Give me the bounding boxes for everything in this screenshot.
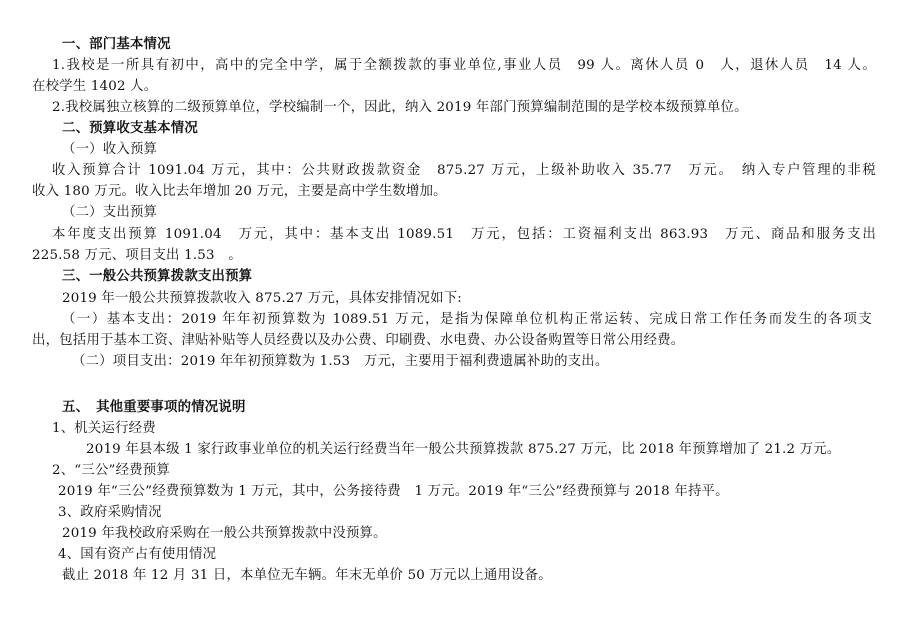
section-1-heading: 一、部门基本情况 [62,37,171,52]
item-3-heading: 3、政府采购情况 [58,505,162,520]
basic-expense-line-1: （一）基本支出：2019 年年初预算数为 1089.51 万元，是指为保障单位机构正常运转、完成日常工作任务而发生的各项支 [62,312,872,327]
section-1-paragraph-1-line-2: 在校学生 1402 人。 [32,79,158,94]
project-expense: （二）项目支出：2019 年年初预算数为 1.53 万元，主要用于福利费遗属补助的支出。 [72,354,609,369]
section-2-heading: 二、预算收支基本情况 [62,121,198,136]
section-5-heading: 五、 其他重要事项的情况说明 [62,400,246,415]
basic-expense-line-2: 出，包括用于基本工资、津贴补贴等人员经费以及办公费、印刷费、水电费、办公设备购置等日常公用经费。 [32,333,685,348]
expense-text-line-2: 225.58 万元、项目支出 1.53 。 [32,248,242,263]
income-text-line-1: 收入预算合计 1091.04 万元，其中：公共财政拨款资金 875.27 万元，上级补助收入 35.77 万元。 纳入专户管理的非税 [52,163,876,178]
item-1-heading: 1、机关运行经费 [52,421,156,436]
item-2-heading: 2、“三公”经费预算 [52,463,170,478]
income-heading: （一）收入预算 [62,142,158,157]
expense-text-line-1: 本年度支出预算 1091.04 万元，其中：基本支出 1089.51 万元，包括：工资福利支出 863.93 万元、商品和服务支出 [52,227,876,242]
section-3-heading: 三、一般公共预算拨款支出预算 [62,269,253,284]
section-3-intro: 2019 年一般公共预算拨款收入 875.27 万元，具体安排情况如下: [62,291,463,306]
item-4-text: 截止 2018 年 12 月 31 日，本单位无车辆。年末无单价 50 万元以上通用设备。 [62,568,552,583]
section-1-paragraph-2: 2.我校属独立核算的二级预算单位，学校编制一个，因此，纳入 2019 年部门预算编制范围的是学校本级预算单位。 [52,100,748,115]
section-1-paragraph-1-line-1: 1.我校是一所具有初中，高中的完全中学，属于全额拨款的事业单位,事业人员 99 人。离休人员 0 人，退休人员 14 人。 [52,58,876,73]
item-3-text: 2019 年我校政府采购在一般公共预算拨款中没预算。 [62,526,387,541]
item-2-text: 2019 年“三公”经费预算数为 1 万元，其中，公务接待费 1 万元。2019 年“三公”经费预算与 2018 年持平。 [58,484,729,499]
income-text-line-2: 收入 180 万元。收入比去年增加 20 万元，主要是高中学生数增加。 [32,184,447,199]
expense-heading: （二）支出预算 [62,205,158,220]
item-1-text: 2019 年县本级 1 家行政事业单位的机关运行经费当年一般公共预算拨款 875.27 万元，比 2018 年预算增加了 21.2 万元。 [86,442,841,457]
item-4-heading: 4、国有资产占有使用情况 [58,547,217,562]
